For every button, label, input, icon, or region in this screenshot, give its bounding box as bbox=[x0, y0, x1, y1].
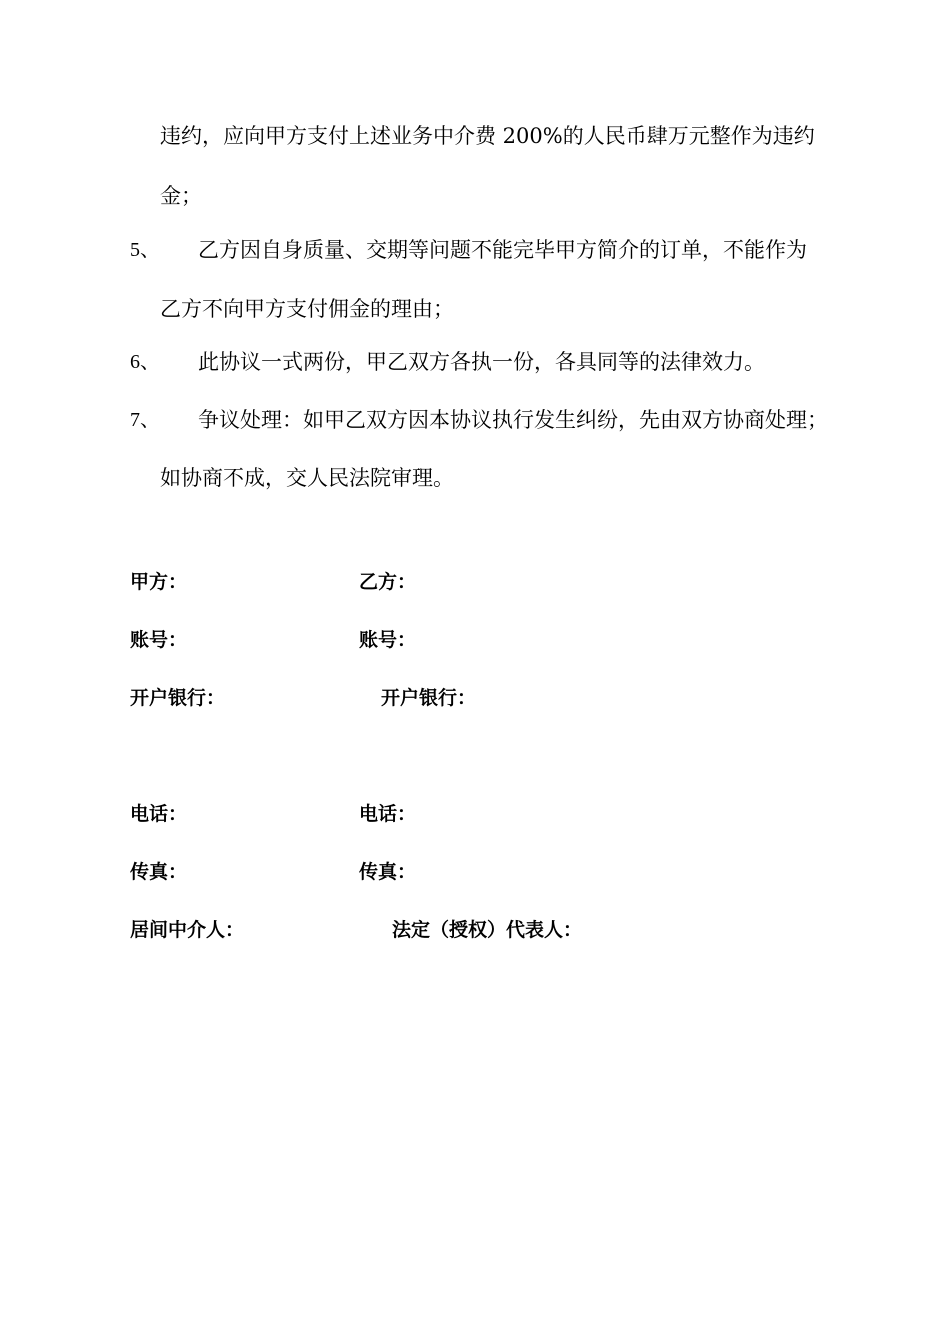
party-a-label: 甲方： bbox=[130, 571, 188, 593]
legal-rep-label: 法定（授权）代表人： bbox=[392, 919, 583, 941]
clause5-number: 5、 bbox=[130, 239, 160, 261]
clause5-text-line2: 乙方不向甲方支付佣金的理由； bbox=[160, 297, 454, 321]
intermediary-label: 居间中介人： bbox=[130, 919, 245, 941]
fax-a-label: 传真： bbox=[130, 861, 188, 883]
clause7-number: 7、 bbox=[130, 409, 160, 431]
phone-b-label: 电话： bbox=[359, 803, 417, 825]
party-b-label: 乙方： bbox=[359, 571, 417, 593]
account-a-label: 账号： bbox=[130, 629, 188, 651]
bank-a-label: 开户银行： bbox=[130, 687, 226, 709]
clause4-text-line2: 金； bbox=[160, 184, 202, 208]
bank-b-label: 开户银行： bbox=[381, 687, 477, 709]
phone-a-label: 电话： bbox=[130, 803, 188, 825]
clause6-text-line1: 此协议一式两份，甲乙双方各执一份，各具同等的法律效力。 bbox=[198, 350, 765, 374]
fax-b-label: 传真： bbox=[359, 861, 417, 883]
clause5-text-line1: 乙方因自身质量、交期等问题不能完毕甲方简介的订单，不能作为 bbox=[198, 238, 807, 262]
clause4-text-line1: 违约，应向甲方支付上述业务中介费 200%的人民币肆万元整作为违约 bbox=[160, 124, 815, 148]
account-b-label: 账号： bbox=[359, 629, 417, 651]
clause7-text-line1: 争议处理：如甲乙双方因本协议执行发生纠纷，先由双方协商处理； bbox=[198, 408, 828, 432]
clause6-number: 6、 bbox=[130, 351, 160, 373]
clause7-text-line2: 如协商不成，交人民法院审理。 bbox=[160, 466, 454, 490]
